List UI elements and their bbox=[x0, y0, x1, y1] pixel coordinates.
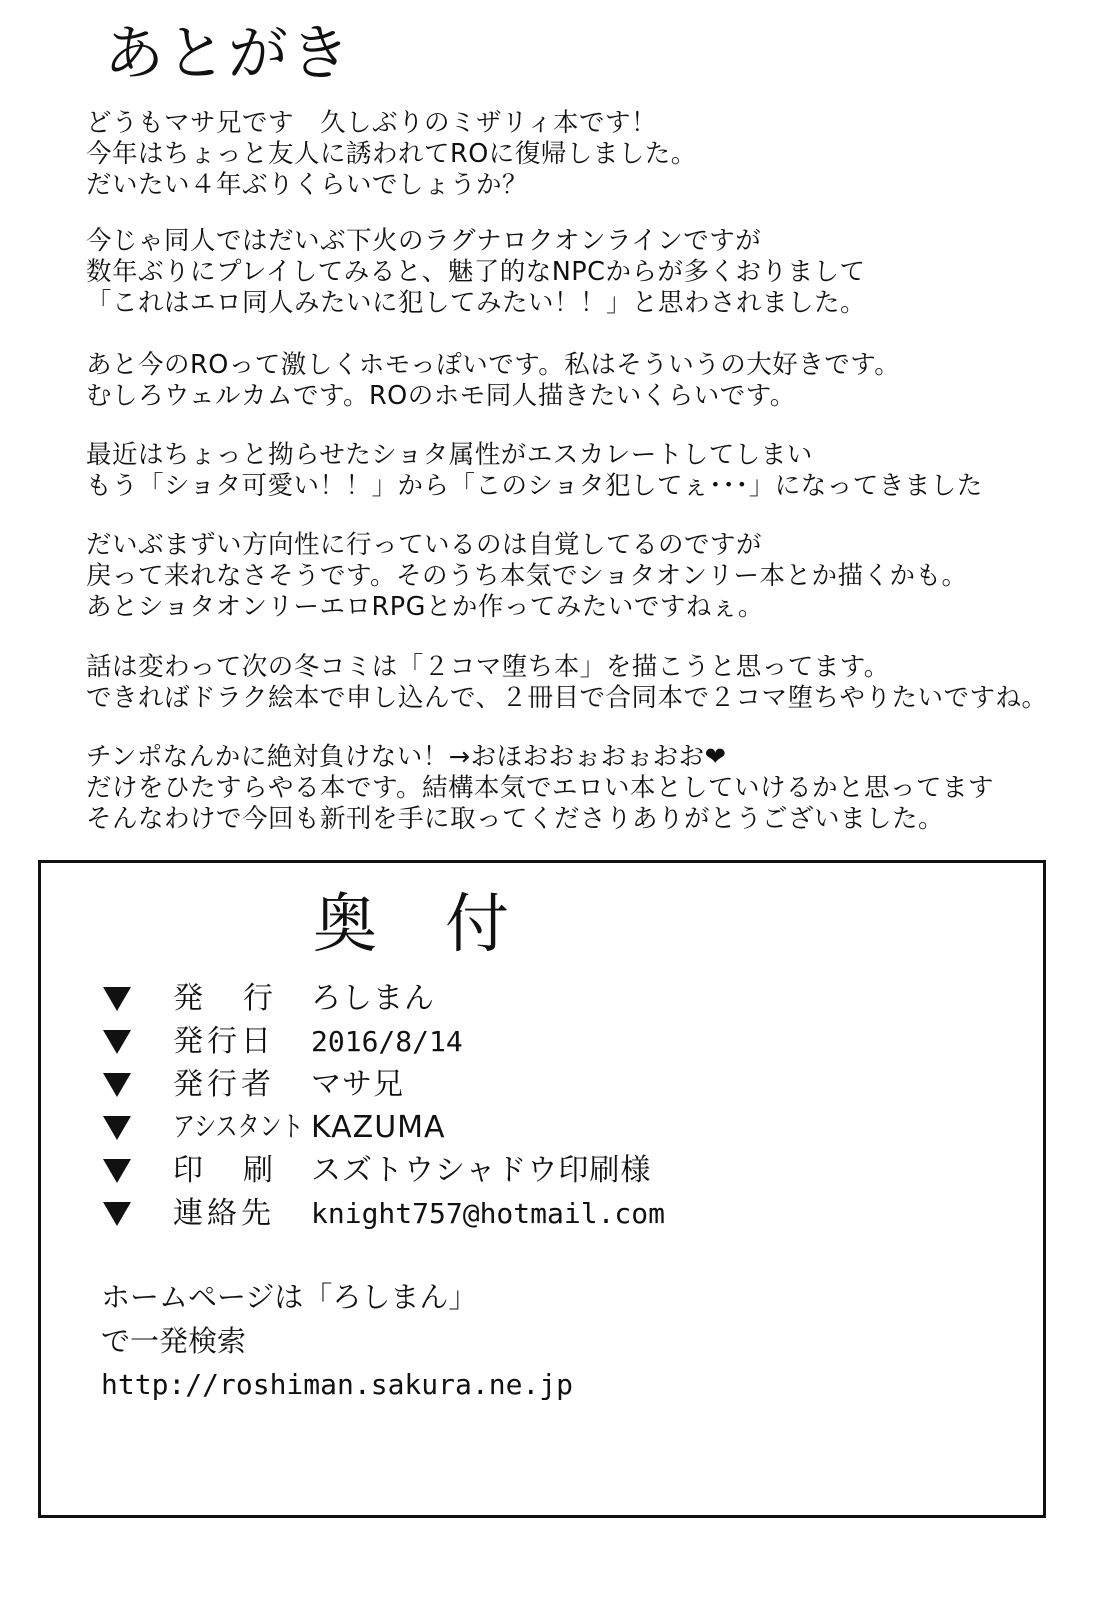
afterword-paragraph-6 bbox=[86, 652, 1048, 714]
text-line: だいぶまずい方向性に行っているのは自覚してるのですが bbox=[86, 530, 763, 560]
row-value: ろしまん bbox=[311, 981, 435, 1016]
colophon-title: 奥付 bbox=[313, 888, 577, 962]
colophon-row-publisher bbox=[103, 979, 435, 1019]
homepage-line: で一発検索 bbox=[101, 1324, 247, 1358]
triangle-down-icon bbox=[103, 1073, 131, 1097]
row-label: 発行者 bbox=[173, 1067, 275, 1102]
afterword-paragraph-4 bbox=[86, 440, 983, 502]
afterword-paragraph-1 bbox=[86, 108, 697, 201]
colophon-row-assistant bbox=[103, 1108, 446, 1148]
contact-email: knight757@hotmail.com bbox=[311, 1197, 666, 1230]
colophon-row-author bbox=[103, 1065, 404, 1105]
colophon-row-printer bbox=[103, 1151, 651, 1191]
triangle-down-icon bbox=[103, 1159, 131, 1183]
triangle-down-icon bbox=[103, 1030, 131, 1054]
text-line: 戻って来れなさそうです。そのうち本気でショタオンリー本とか描くかも。 bbox=[86, 561, 968, 591]
homepage-note bbox=[101, 1275, 573, 1407]
homepage-line: ホームページは「ろしまん」 bbox=[101, 1280, 478, 1314]
text-line: できればドラク絵本で申し込んで、２冊目で合同本で２コマ堕ちやりたいですね。 bbox=[86, 683, 1048, 713]
afterword-paragraph-7 bbox=[86, 742, 994, 835]
triangle-down-icon bbox=[103, 1202, 131, 1226]
colophon-row-contact bbox=[103, 1194, 665, 1234]
row-label: 発行日 bbox=[173, 1024, 275, 1059]
row-label: 発行 bbox=[173, 981, 313, 1016]
afterword-title: あとがき bbox=[104, 19, 352, 89]
afterword-paragraph-3 bbox=[86, 350, 900, 412]
row-value: マサ兄 bbox=[311, 1067, 404, 1102]
text-line: そんなわけで今回も新刊を手に取ってくださりありがとうございました。 bbox=[86, 804, 945, 834]
text-line: 今じゃ同人ではだいぶ下火のラグナロクオンラインですが bbox=[86, 226, 762, 256]
row-label: 印刷 bbox=[173, 1153, 313, 1188]
row-value: KAZUMA bbox=[311, 1110, 446, 1145]
afterword-paragraph-5 bbox=[86, 530, 967, 623]
text-line: 話は変わって次の冬コミは「２コマ堕ち本」を描こうと思ってます。 bbox=[86, 652, 890, 682]
text-line: チンポなんかに絶対負けない！→おほおおぉおぉおお❤ bbox=[86, 742, 727, 772]
homepage-url: http://roshiman.sakura.ne.jp bbox=[101, 1368, 574, 1401]
text-line: もう「ショタ可愛い！！」から「このショタ犯してぇ･･･」になってきました bbox=[86, 471, 983, 501]
colophon-box bbox=[38, 860, 1046, 1518]
triangle-down-icon bbox=[103, 987, 131, 1011]
text-line: 今年はちょっと友人に誘われてROに復帰しました。 bbox=[86, 139, 697, 169]
text-line: むしろウェルカムです。ROのホモ同人描きたいくらいです。 bbox=[86, 381, 796, 411]
text-line: あと今のROって激しくホモっぽいです。私はそういうの大好きです。 bbox=[86, 350, 901, 380]
row-label: アシスタント bbox=[173, 1111, 304, 1144]
text-line: どうもマサ兄です 久しぶりのミザリィ本です！ bbox=[86, 108, 657, 138]
text-line: 数年ぶりにプレイしてみると、魅了的なNPCからが多くおりまして bbox=[86, 257, 866, 287]
text-line: だけをひたすらやる本です。結構本気でエロい本としていけるかと思ってます bbox=[86, 773, 994, 803]
row-value: スズトウシャドウ印刷様 bbox=[311, 1153, 652, 1188]
text-line: 最近はちょっと拗らせたショタ属性がエスカレートしてしまい bbox=[86, 440, 813, 470]
text-line: 「これはエロ同人みたいに犯してみたい！！」と思わされました。 bbox=[86, 288, 867, 318]
text-line: だいたい４年ぶりくらいでしょうか？ bbox=[86, 170, 529, 200]
colophon-row-date bbox=[103, 1022, 463, 1062]
triangle-down-icon bbox=[103, 1116, 131, 1140]
row-value: 2016/8/14 bbox=[311, 1025, 463, 1058]
afterword-paragraph-2 bbox=[86, 226, 866, 319]
text-line: あとショタオンリーエロRPGとか作ってみたいですねぇ。 bbox=[86, 592, 764, 622]
row-label: 連絡先 bbox=[173, 1196, 275, 1231]
